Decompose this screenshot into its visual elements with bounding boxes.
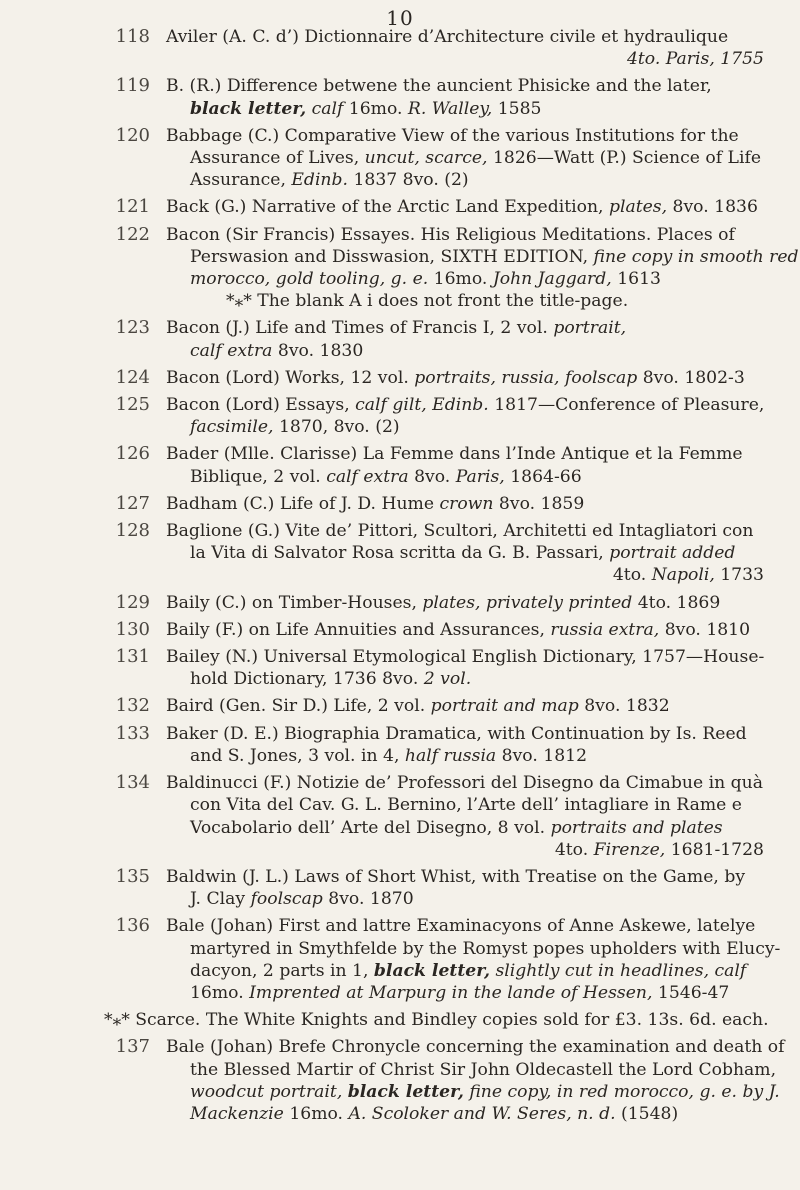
text-segment: 1585 — [492, 98, 542, 119]
black-letter-text: black letter, — [190, 98, 307, 119]
text-segment: Baker (D. E.) Biographia Dramatica, with Continuation by Is. Reed — [166, 723, 747, 744]
entry-description — [166, 723, 764, 767]
text-segment: Assurance of Lives, — [190, 148, 365, 169]
entry-description — [166, 125, 764, 192]
text-segment: 8vo. 1812 — [496, 745, 588, 766]
entry-line — [166, 26, 764, 48]
text-segment: 8vo. 1859 — [493, 493, 585, 514]
entry-line — [166, 367, 764, 389]
catalogue-note: *⁎* The blank A i does not front the title-page. — [226, 291, 629, 312]
catalogue-note: *⁎* Scarce. The White Knights and Bindley copies sold for £3. 13s. 6d. each. — [104, 1010, 769, 1031]
entry-line — [166, 1059, 777, 1081]
catalogue-entry — [0, 493, 800, 515]
text-segment: 1817—Conference of Pleasure, — [488, 395, 765, 416]
italic-text: 2 vol. — [423, 669, 472, 690]
catalogue-entry — [0, 317, 800, 361]
lot-number: 133 — [115, 722, 150, 744]
lot-number: 122 — [115, 223, 150, 245]
text-segment: 4to. — [554, 839, 594, 860]
text-segment: 16mo. — [190, 982, 250, 1003]
catalogue-listing — [0, 26, 800, 1125]
text-segment: 8vo. 1810 — [659, 619, 751, 640]
italic-text: plates, privately printed — [422, 592, 633, 613]
catalogue-entry — [0, 394, 800, 438]
entry-description — [166, 367, 764, 389]
text-segment: Baily (F.) on Life Annuities and Assurances, — [166, 619, 551, 640]
italic-text: fine copy in smooth red — [593, 246, 799, 267]
lot-number: 127 — [115, 492, 150, 514]
page-number: 10 — [386, 6, 414, 30]
catalogue-entry — [0, 224, 800, 291]
italic-text: Firenze, — [593, 839, 666, 860]
text-segment: 1870, 8vo. (2) — [273, 417, 400, 438]
entry-line — [166, 125, 764, 147]
lot-number: 137 — [115, 1036, 150, 1058]
lot-number: 134 — [115, 772, 150, 794]
catalogue-entry — [0, 915, 800, 1004]
catalogue-entry — [0, 75, 800, 119]
lot-number: 132 — [115, 695, 150, 717]
text-segment: Bacon (Lord) Essays, — [166, 395, 356, 416]
text-segment: 1864-66 — [504, 466, 582, 487]
entry-line — [166, 772, 764, 794]
entry-description — [166, 75, 764, 119]
entry-line — [166, 668, 764, 690]
lot-number: 119 — [115, 75, 150, 97]
lot-number: 128 — [115, 520, 150, 542]
italic-text: slightly cut in headlines, calf — [490, 960, 747, 981]
entry-description — [166, 772, 764, 861]
entry-line — [166, 745, 764, 767]
entry-line — [166, 695, 764, 717]
text-segment: 1733 — [714, 565, 764, 586]
catalogue-entry — [0, 26, 800, 70]
text-segment: 1613 — [611, 269, 661, 290]
text-segment: Babbage (C.) Comparative View of the various Institutions for the — [166, 125, 739, 146]
entry-line — [166, 888, 764, 910]
entry-description — [166, 915, 781, 1004]
entry-description — [166, 646, 764, 690]
italic-text: A. Scoloker and W. Seres, n. d. — [348, 1103, 616, 1124]
text-segment: 8vo. 1836 — [667, 197, 758, 218]
entry-line — [166, 542, 764, 564]
lot-number: 135 — [115, 865, 150, 887]
entry-line — [166, 394, 764, 416]
catalogue-entry — [0, 125, 800, 192]
italic-text: morocco, gold tooling, g. e. — [190, 269, 429, 290]
text-segment: 8vo. — [408, 466, 456, 487]
entry-line — [166, 915, 764, 937]
entry-line — [166, 246, 799, 268]
text-segment: Aviler (A. C. d’) Dictionnaire d’Architecture civile et hydraulique — [166, 27, 729, 47]
text-segment: 8vo. 1832 — [578, 696, 670, 717]
italic-text: Imprented at Marpurg in the lande of Hessen, — [249, 982, 653, 1003]
entry-line — [166, 866, 764, 888]
entry-description — [166, 443, 764, 487]
entry-description — [166, 866, 764, 910]
text-segment: 1681-1728 — [665, 839, 764, 860]
text-segment: Bacon (J.) Life and Times of Francis I, 2 vol. — [166, 318, 554, 339]
entry-line — [166, 564, 764, 586]
entry-line — [166, 723, 764, 745]
entry-description — [166, 317, 764, 361]
lot-number: 126 — [115, 443, 150, 465]
entry-line — [166, 520, 764, 542]
lot-number: 123 — [115, 317, 150, 339]
italic-text: portrait, — [553, 318, 627, 339]
text-segment: B. (R.) Difference betwene the auncient Phisicke and the later, — [166, 76, 712, 97]
catalogue-entry — [0, 1036, 800, 1125]
text-segment: 16mo. — [343, 98, 408, 119]
text-segment: Perswasion and Disswasion, SIXTH EDITION, — [190, 246, 594, 267]
text-segment: 1837 8vo. (2) — [347, 170, 469, 191]
text-segment: 8vo. 1830 — [272, 340, 364, 361]
text-segment: Bacon (Lord) Works, 12 vol. — [166, 367, 415, 388]
entry-line — [166, 169, 764, 191]
entry-line — [166, 466, 764, 488]
text-segment: Baird (Gen. Sir D.) Life, 2 vol. — [166, 696, 431, 717]
entry-line — [166, 982, 764, 1004]
lot-number: 118 — [115, 26, 150, 47]
italic-text: Paris, — [455, 466, 505, 487]
entry-description — [166, 26, 764, 70]
catalogue-entry — [0, 443, 800, 487]
lot-number: 124 — [115, 366, 150, 388]
catalogue-entry — [0, 866, 800, 910]
entry-line — [166, 839, 764, 861]
catalogue-entry — [0, 646, 800, 690]
entry-line — [166, 317, 764, 339]
text-segment: Badham (C.) Life of J. D. Hume — [166, 493, 435, 514]
text-segment: and S. Jones, 3 vol. in 4, — [190, 745, 405, 766]
italic-text: Mackenzie — [190, 1103, 284, 1124]
entry-line — [166, 443, 764, 465]
text-segment: 8vo. 1802-3 — [637, 367, 745, 388]
lot-number: 131 — [115, 646, 150, 668]
text-segment: Baldwin (J. L.) Laws of Short Whist, with Treatise on the Game, by — [166, 866, 746, 887]
text-segment: Baldinucci (F.) Notizie de’ Professori del Disegno da Cimabue in quà — [166, 773, 763, 794]
italic-text: 4to. Paris, 1755 — [626, 49, 764, 70]
catalogue-entry — [0, 367, 800, 389]
entry-line — [166, 1081, 780, 1103]
entry-description — [166, 520, 764, 587]
entry-description — [166, 394, 764, 438]
text-segment: (1548) — [615, 1103, 679, 1124]
entry-description — [166, 224, 799, 291]
italic-text: portrait and map — [430, 696, 579, 717]
text-segment: Assurance, — [190, 170, 292, 191]
text-segment: Back (G.) Narrative of the Arctic Land Expedition, — [166, 197, 609, 218]
italic-text: R. Walley, — [407, 98, 493, 119]
entry-line — [166, 1036, 785, 1058]
italic-text: portrait added — [609, 543, 736, 564]
italic-text: russia extra, — [550, 619, 660, 640]
italic-text: calf extra — [326, 466, 409, 487]
italic-text: fine copy, in red morocco, g. e. by J. — [463, 1081, 780, 1102]
catalogue-entry — [0, 619, 800, 641]
entry-line — [166, 493, 764, 515]
text-segment: 8vo. 1870 — [322, 889, 414, 910]
black-letter-text: black letter, — [347, 1081, 464, 1102]
lot-number: 120 — [115, 124, 150, 146]
lot-number: 121 — [115, 196, 150, 218]
entry-line — [166, 817, 764, 839]
text-segment: 4to. 1869 — [632, 592, 721, 613]
text-segment: Bacon (Sir Francis) Essayes. His Religious Meditations. Places of — [166, 224, 735, 245]
italic-text: woodcut portrait, — [190, 1081, 348, 1102]
catalogue-entry — [0, 592, 800, 614]
entry-line — [166, 416, 764, 438]
entry-line — [166, 794, 764, 816]
entry-line — [166, 48, 764, 70]
entry-description — [166, 619, 764, 641]
italic-text: calf extra — [190, 340, 273, 361]
italic-text: crown — [434, 493, 494, 514]
catalogue-entry — [0, 772, 800, 861]
entry-line — [166, 98, 764, 120]
catalogue-entry — [0, 520, 800, 587]
entry-description — [166, 196, 764, 218]
text-segment: J. Clay — [190, 889, 251, 910]
entry-description — [166, 592, 764, 614]
entry-line — [166, 268, 764, 290]
entry-line — [166, 592, 764, 614]
text-segment: Bader (Mlle. Clarisse) La Femme dans l’Inde Antique et la Femme — [166, 444, 743, 465]
text-segment: la Vita di Salvator Rosa scritta da G. B. Passari, — [190, 543, 610, 564]
entry-line — [166, 224, 764, 246]
entry-line — [166, 1103, 764, 1125]
entry-line — [166, 340, 764, 362]
lot-number: 129 — [115, 591, 150, 613]
text-segment: Baglione (G.) Vite de’ Pittori, Scultori, Architetti ed Intagliatori con — [166, 521, 754, 542]
italic-text: portraits and plates — [550, 817, 723, 838]
italic-text: foolscap — [564, 367, 638, 388]
entry-description — [166, 1036, 785, 1125]
entry-line — [166, 75, 764, 97]
italic-text: John Jaggard, — [492, 269, 612, 290]
catalogue-entry — [0, 723, 800, 767]
entry-description — [166, 695, 764, 717]
text-segment: martyred in Smythfelde by the Romyst popes upholders with Elucy- — [190, 938, 781, 959]
text-segment: Bailey (N.) Universal Etymological English Dictionary, 1757—House- — [166, 647, 765, 668]
italic-text: half russia — [404, 745, 497, 766]
entry-description — [166, 493, 764, 515]
entry-line — [166, 646, 764, 668]
entry-line — [166, 196, 764, 218]
italic-text: facsimile, — [190, 417, 274, 438]
italic-text: Edinb. — [291, 170, 348, 191]
italic-text: foolscap — [250, 889, 323, 910]
lot-number: 130 — [115, 618, 150, 640]
italic-text: calf gilt, Edinb. — [355, 395, 489, 416]
text-segment: 16mo. — [283, 1103, 349, 1124]
black-letter-text: black letter, — [373, 960, 490, 981]
lot-number: 136 — [115, 915, 150, 937]
catalogue-entry — [0, 695, 800, 717]
text-segment: Vocabolario dell’ Arte del Disegno, 8 vol. — [190, 817, 551, 838]
text-segment: hold Dictionary, 1736 8vo. — [190, 669, 424, 690]
text-segment: Bale (Johan) First and lattre Examinacyons of Anne Askewe, latelye — [166, 916, 756, 937]
entry-line — [166, 619, 764, 641]
entry-line — [166, 147, 764, 169]
text-segment: the Blessed Martir of Christ Sir John Oldecastell the Lord Cobham, — [190, 1059, 777, 1080]
text-segment: con Vita del Cav. G. L. Bernino, l’Arte dell’ intagliare in Rame e — [190, 795, 742, 816]
catalogue-entry — [0, 196, 800, 218]
entry-line — [166, 960, 764, 982]
entry-line — [166, 938, 781, 960]
italic-text: Napoli, — [651, 565, 715, 586]
text-segment: Bale (Johan) Brefe Chronycle concerning the examination and death of — [166, 1037, 785, 1058]
text-segment: 4to. — [612, 565, 652, 586]
lot-number: 125 — [115, 394, 150, 416]
italic-text: plates, — [608, 197, 668, 218]
italic-text: calf — [306, 98, 344, 119]
text-segment: Biblique, 2 vol. — [190, 466, 327, 487]
text-segment: 1826—Watt (P.) Science of Life — [487, 148, 762, 169]
text-segment: 1546-47 — [652, 982, 730, 1003]
italic-text: uncut, scarce, — [364, 148, 488, 169]
text-segment: dacyon, 2 parts in 1, — [190, 960, 374, 981]
italic-text: portraits, russia, — [414, 367, 560, 388]
text-segment: 16mo. — [428, 269, 493, 290]
text-segment: Baily (C.) on Timber-Houses, — [166, 592, 423, 613]
